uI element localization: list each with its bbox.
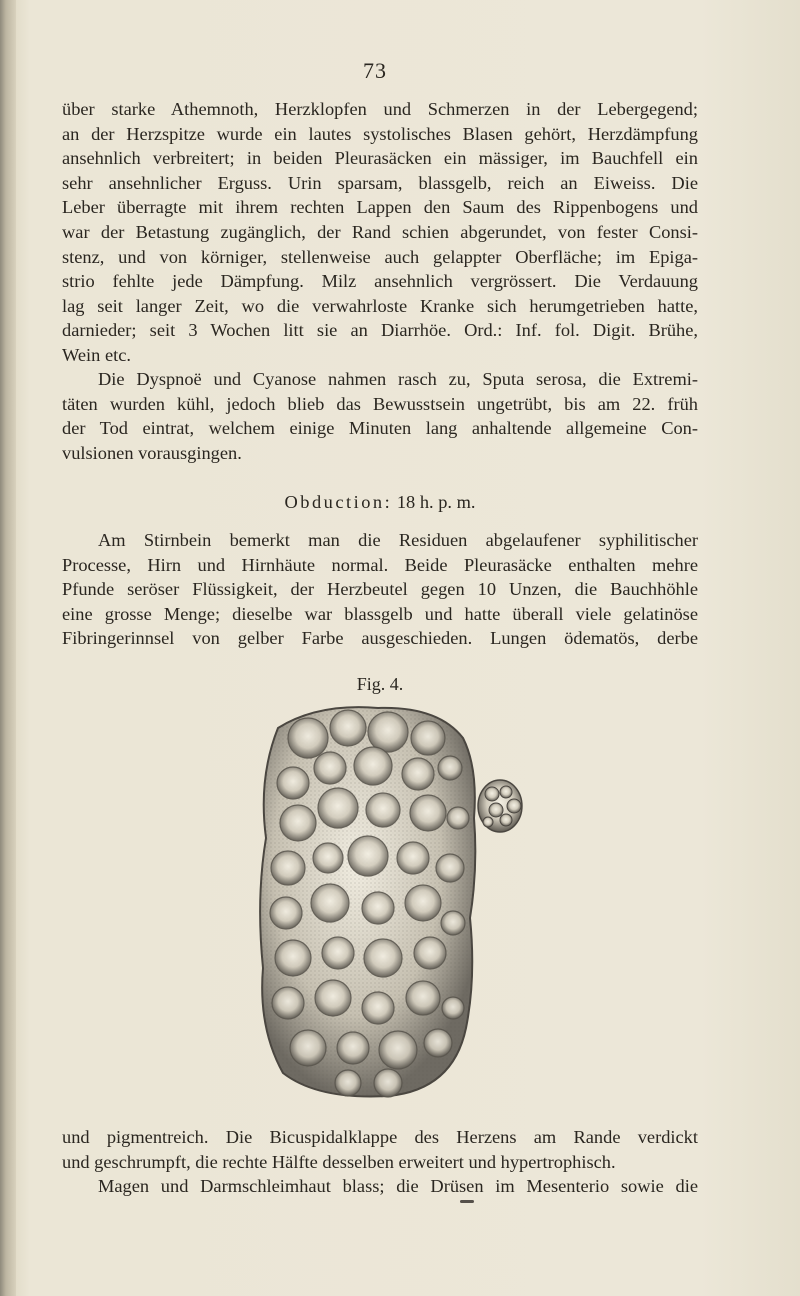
text-line: Wein etc.: [62, 344, 131, 365]
text-line: stenz, und von körniger, stellenweise auch gelappter Oberfläche; im Epiga-: [62, 246, 698, 267]
page-number: 73: [363, 58, 387, 83]
liver-nodule: [314, 752, 346, 784]
paragraph-2: [62, 367, 698, 465]
text-line: darnieder; seit 3 Wochen litt sie an Diarrhöe. Ord.: Inf. fol. Digit. Brühe,: [62, 320, 698, 341]
liver-engraving-figure: [238, 698, 528, 1108]
text-line: Am Stirnbein bemerkt man die Residuen abgelaufener syphilitischer: [98, 530, 698, 550]
liver-nodule: [277, 767, 309, 799]
text-line: an der Herzspitze wurde ein lautes systolisches Blasen gehört, Herzdämpfung: [62, 123, 698, 144]
liver-nodule: [405, 885, 441, 921]
text-line: strio fehlte jede Dämpfung. Milz ansehnlich vergrössert. Die Verdauung: [62, 271, 698, 292]
section-heading-value: 18 h. p. m.: [396, 492, 476, 512]
liver-nodule: [337, 1032, 369, 1064]
liver-nodule: [288, 718, 328, 758]
text-line: und pigmentreich. Die Bicuspidalklappe des Herzens am Rande verdickt: [62, 1127, 698, 1147]
printer-mark: [460, 1200, 474, 1203]
liver-nodule: [318, 788, 358, 828]
liver-nodule: [311, 884, 349, 922]
paragraph-1: [62, 97, 698, 368]
text-line: eine grosse Menge; dieselbe war blassgelb und hatte überall viele gelatinöse: [62, 603, 698, 624]
liver-nodule: [362, 992, 394, 1024]
text-line: war der Betastung zugänglich, der Rand schien abgerundet, von fester Consi-: [62, 221, 698, 242]
liver-nodule: [402, 758, 434, 790]
text-line: sehr ansehnlicher Erguss. Urin sparsam, blassgelb, reich an Eiweiss. Die: [62, 172, 698, 193]
liver-nodule: [275, 940, 311, 976]
text-line: Pfunde seröser Flüssigkeit, der Herzbeutel gegen 10 Unzen, die Bauchhöhle: [62, 579, 698, 600]
text-line: Leber überragte mit ihrem rechten Lappen den Saum des Rippenbogens und: [62, 197, 698, 218]
liver-nodule: [313, 843, 343, 873]
liver-nodule: [410, 795, 446, 831]
paragraph-4: [62, 1125, 698, 1174]
text-line: vulsionen vorausgingen.: [62, 442, 242, 463]
text-line: der Tod eintrat, welchem einige Minuten lang anhaltende allgemeine Con-: [62, 418, 698, 439]
liver-nodule: [424, 1029, 452, 1057]
liver-nodule: [442, 997, 464, 1019]
liver-nodule: [436, 854, 464, 882]
liver-nodule: [290, 1030, 326, 1066]
liver-nodule: [272, 987, 304, 1019]
text-line: Die Dyspnoë und Cyanose nahmen rasch zu, Sputa serosa, die Extremi-: [98, 369, 698, 389]
text-line: ansehnlich verbreitert; in beiden Pleurasäcken ein mässiger, im Bauchfell ein: [62, 148, 698, 169]
text-line: Processe, Hirn und Hirnhäute normal. Beide Pleurasäcke enthalten mehre: [62, 554, 698, 575]
paragraph-3: [62, 528, 698, 651]
liver-nodule: [397, 842, 429, 874]
liver-nodule: [335, 1070, 361, 1096]
liver-nodule: [330, 710, 366, 746]
liver-nodule: [368, 712, 408, 752]
paragraph-5: [62, 1174, 698, 1199]
liver-nodule: [270, 897, 302, 929]
figure-caption: Fig. 4.: [356, 674, 404, 694]
text-line: Magen und Darmschleimhaut blass; die Drüsen im Mesenterio sowie die: [98, 1176, 698, 1196]
liver-nodule: [414, 937, 446, 969]
liver-nodule: [364, 939, 402, 977]
liver-nodule: [374, 1069, 402, 1097]
liver-nodule: [379, 1031, 417, 1069]
text-line: täten wurden kühl, jedoch blieb das Bewusstsein ungetrübt, bis am 22. früh: [62, 393, 698, 414]
liver-nodule: [366, 793, 400, 827]
text-line: Fibringerinnsel von gelber Farbe ausgeschieden. Lungen ödematös, derbe: [62, 628, 698, 649]
liver-nodule: [271, 851, 305, 885]
section-heading-label: Obduction:: [284, 492, 393, 512]
text-line: über starke Athemnoth, Herzklopfen und Schmerzen in der Lebergegend;: [62, 99, 698, 119]
liver-nodule: [411, 721, 445, 755]
liver-nodule: [438, 756, 462, 780]
liver-nodule: [348, 836, 388, 876]
liver-nodule: [441, 911, 465, 935]
text-line: lag seit langer Zeit, wo die verwahrloste Kranke sich herumgetrieben hatte,: [62, 295, 698, 316]
liver-nodule: [354, 747, 392, 785]
liver-nodule: [362, 892, 394, 924]
text-line: und geschrumpft, die rechte Hälfte desselben erweitert und hypertrophisch.: [62, 1151, 616, 1172]
liver-nodule: [322, 937, 354, 969]
liver-nodule: [315, 980, 351, 1016]
gallbladder-lobule-cluster: [478, 780, 522, 832]
book-binding-edge: [0, 0, 16, 1296]
liver-nodule: [280, 805, 316, 841]
section-heading: [0, 492, 760, 513]
liver-nodule: [447, 807, 469, 829]
liver-nodule: [406, 981, 440, 1015]
